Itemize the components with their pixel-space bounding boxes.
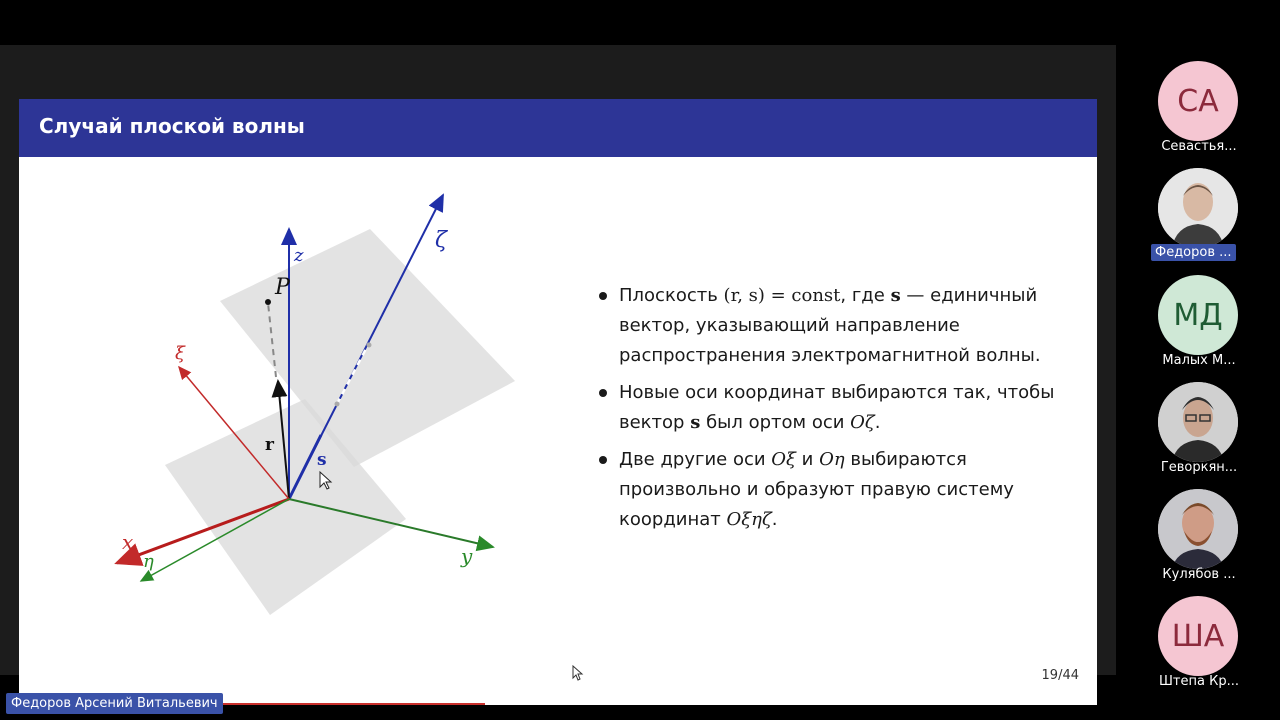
avatar [1158, 382, 1238, 462]
avatar [1158, 489, 1238, 569]
bullet-item: Плоскость (r, s) = const, где s — единичный вектор, указывающий направление распространения электромагнитной волны. [597, 281, 1057, 371]
zeta-label: ζ [435, 228, 447, 253]
participant-tile[interactable] [1116, 374, 1280, 474]
participant-name: Кулябов ... [1162, 567, 1236, 582]
p-label: P [275, 275, 290, 300]
page-number: 19/44 [1041, 668, 1079, 683]
participant-tile[interactable] [1116, 267, 1280, 367]
avatar: ША [1158, 596, 1238, 676]
pointer-cursor-icon [572, 665, 584, 681]
r-label: r [265, 435, 274, 455]
eta-label: η [143, 551, 154, 572]
person-photo-icon [1158, 382, 1238, 462]
active-speaker-label: Федоров Арсений Витальевич [6, 693, 223, 714]
participant-name: Федоров ... [1151, 244, 1236, 261]
slide-progress-bar [209, 703, 485, 705]
person-photo-icon [1158, 168, 1238, 248]
participants-panel [1116, 45, 1280, 689]
participant-tile[interactable] [1116, 588, 1280, 688]
bullet-list [597, 281, 1057, 542]
plane-wave-diagram [19, 99, 579, 705]
bullet-item: Новые оси координат выбираются так, чтобы вектор s был ортом оси Oζ. [597, 378, 1057, 438]
presentation-stage [0, 45, 1116, 683]
s-label: s [317, 450, 327, 470]
z-label: z [294, 245, 304, 266]
participant-name: Малых М... [1162, 353, 1236, 368]
participant-tile[interactable] [1116, 481, 1280, 581]
y-label: y [461, 544, 473, 568]
participant-name: Геворкян... [1160, 460, 1238, 475]
participant-tile[interactable] [1116, 160, 1280, 260]
person-photo-icon [1158, 489, 1238, 569]
slide-title: Случай плоской волны [39, 114, 305, 138]
point-p [265, 299, 271, 305]
x-label: x [122, 530, 134, 554]
participant-tile[interactable] [1116, 53, 1280, 153]
participant-name: Штепа Кр... [1159, 674, 1239, 689]
avatar [1158, 168, 1238, 248]
slide [19, 99, 1097, 705]
xi-label: ξ [175, 343, 185, 364]
avatar: МД [1158, 275, 1238, 355]
avatar: СА [1158, 61, 1238, 141]
bullet-item: Две другие оси Oξ и Oη выбираются произвольно и образуют правую систему координат Oξηζ. [597, 445, 1057, 535]
participant-name: Севастья... [1161, 139, 1237, 154]
